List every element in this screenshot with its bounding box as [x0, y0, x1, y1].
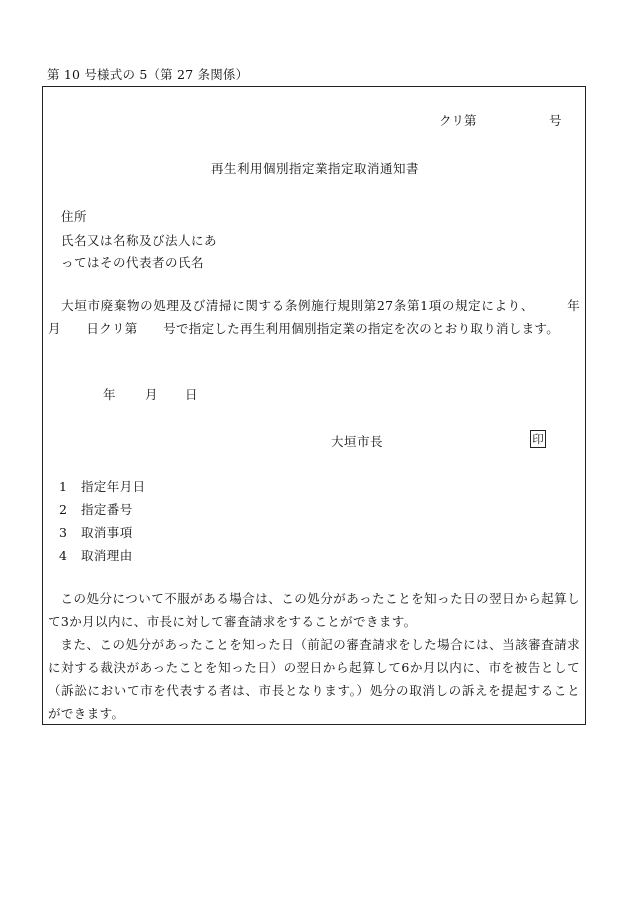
item-label: 指定年月日 — [81, 479, 146, 494]
reference-number-suffix: 号 — [549, 113, 562, 128]
reference-number-prefix: クリ第 — [439, 113, 477, 128]
appeal-notice — [48, 587, 580, 725]
name-label-line2: ってはその代表者の氏名 — [61, 255, 205, 270]
item-label: 取消理由 — [81, 548, 133, 563]
document-title: 再生利用個別指定業指定取消通知書 — [210, 161, 419, 176]
form-number-label: 第 10 号様式の 5（第 27 条関係） — [47, 67, 249, 82]
issuer-name: 大垣市長 — [331, 434, 384, 449]
list-item — [59, 546, 133, 564]
body-paragraph: 大垣市廃棄物の処理及び清掃に関する条例施行規則第27条第1項の規定により、 年 月 日クリ第 号で指定した再生利用個別指定業の指定を次のとおり取り消します。 — [48, 298, 606, 336]
appeal-notice-paragraph-2: また、この処分があったことを知った日（前記の審査請求をした場合には、当該審査請求に対する裁決があったことを知った日）の翌日から起算して6か月以内に、市を被告として（訴訟において市を代表する者は、市長となります。）処分の取消しの訴えを提起することができます。 — [48, 637, 580, 721]
item-number: 4 — [59, 548, 68, 563]
list-item — [59, 523, 133, 541]
document-frame — [42, 86, 606, 725]
date-year: 年 — [103, 387, 116, 402]
date-day: 日 — [185, 387, 198, 402]
list-item — [59, 500, 133, 518]
item-number: 3 — [59, 525, 68, 540]
seal-mark: 印 — [530, 430, 546, 448]
name-label-line1: 氏名又は名称及び法人にあ — [61, 233, 218, 248]
list-item — [59, 477, 146, 495]
item-number: 1 — [59, 479, 68, 494]
item-label: 取消事項 — [81, 525, 133, 540]
item-label: 指定番号 — [81, 502, 133, 517]
date-month: 月 — [145, 387, 158, 402]
item-number: 2 — [59, 502, 68, 517]
address-label: 住所 — [61, 209, 88, 224]
appeal-notice-paragraph-1: この処分について不服がある場合は、この処分があったことを知った日の翌日から起算して3か月以内に、市長に対して審査請求をすることができます。 — [48, 591, 580, 629]
